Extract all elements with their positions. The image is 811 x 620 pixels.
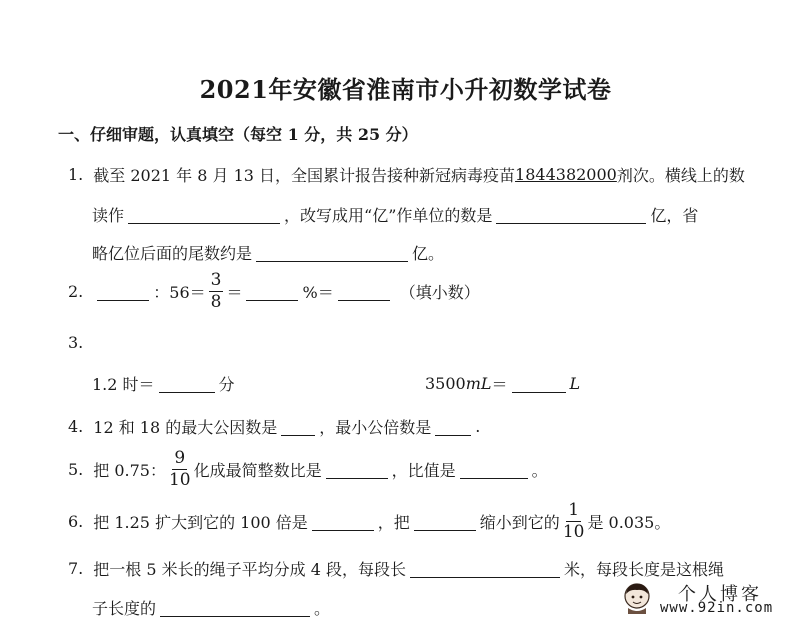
question-text: 缩小到它的 xyxy=(479,513,560,532)
fraction-denominator: 10 xyxy=(562,522,585,542)
fraction-numerator: 9 xyxy=(174,448,186,468)
question-text: 12 和 18 的最大公因数是 xyxy=(93,418,278,437)
question-7-line-1 xyxy=(68,557,724,580)
fraction-nine-tenths xyxy=(169,450,191,489)
fraction-numerator: 3 xyxy=(210,270,222,290)
answer-blank[interactable] xyxy=(435,417,471,436)
question-number: 4. xyxy=(68,417,84,436)
fraction-three-eighths xyxy=(209,272,224,311)
question-text: ＝ xyxy=(226,283,243,302)
question-text: 把 0.75： xyxy=(93,461,166,480)
unit-l: L xyxy=(569,374,581,393)
question-number: 6. xyxy=(68,512,84,531)
question-text: %＝ xyxy=(302,283,334,302)
answer-blank[interactable] xyxy=(496,205,646,224)
blog-watermark xyxy=(620,580,810,618)
answer-blank[interactable] xyxy=(159,374,215,393)
question-text: 截至 2021 年 8 月 13 日，全国累计报告接种新冠病毒疫苗 xyxy=(93,166,516,185)
question-text: 亿。 xyxy=(412,244,445,263)
question-text: 化成最简整数比是 xyxy=(193,461,322,480)
question-text: 子长度的 xyxy=(92,599,157,618)
question-number: 2. xyxy=(68,282,84,301)
question-5 xyxy=(68,450,548,489)
question-text: ，把 xyxy=(377,513,410,532)
question-4 xyxy=(68,415,480,438)
question-number: 5. xyxy=(68,460,84,479)
answer-blank[interactable] xyxy=(312,512,374,531)
page-title: 2021年安徽省淮南市小升初数学试卷 xyxy=(199,75,612,104)
question-1-line-1 xyxy=(68,163,745,186)
question-text: 3500 xyxy=(425,374,466,393)
answer-blank[interactable] xyxy=(128,205,280,224)
question-7-line-2 xyxy=(92,596,330,619)
answer-blank[interactable] xyxy=(97,282,149,301)
question-text: 把 1.25 扩大到它的 100 倍是 xyxy=(93,513,308,532)
watermark-url: www.92in.com xyxy=(660,600,774,616)
fraction-numerator: 1 xyxy=(568,500,580,520)
question-text: 把一根 5 米长的绳子平均分成 4 段，每段长 xyxy=(93,560,406,579)
question-text: 米，每段长度是这根绳 xyxy=(563,560,724,579)
question-text: 分 xyxy=(218,375,235,394)
question-2 xyxy=(68,272,480,311)
vaccine-count: 1844382000 xyxy=(515,165,617,184)
answer-blank[interactable] xyxy=(410,559,560,578)
answer-blank[interactable] xyxy=(338,282,390,301)
answer-blank[interactable] xyxy=(281,417,315,436)
section-heading-fill-in: 一、仔细审题，认真填空（每空 1 分，共 25 分） xyxy=(58,125,418,144)
question-3-left xyxy=(92,372,235,395)
question-text: ＝ xyxy=(491,375,508,394)
question-text: 读作 xyxy=(92,206,125,225)
question-text: 。 xyxy=(531,461,548,480)
question-3-number-line xyxy=(68,333,93,352)
question-text: 。 xyxy=(314,599,331,618)
fraction-denominator: 8 xyxy=(210,292,222,312)
question-number: 1. xyxy=(68,165,84,184)
answer-blank[interactable] xyxy=(256,243,408,262)
fraction-denominator: 10 xyxy=(168,470,191,490)
question-text: ，比值是 xyxy=(391,461,456,480)
answer-blank[interactable] xyxy=(326,460,388,479)
answer-blank[interactable] xyxy=(414,512,476,531)
question-text: . xyxy=(475,417,481,436)
question-note: （填小数） xyxy=(399,283,480,302)
fraction-one-tenth xyxy=(563,502,585,541)
answer-blank[interactable] xyxy=(246,282,298,301)
question-3-right xyxy=(425,372,580,395)
watermark-title: 个人博客 xyxy=(678,584,762,605)
question-text: 是 0.035。 xyxy=(587,513,671,532)
question-1-line-2 xyxy=(92,203,698,226)
question-text: ，改写成用“亿”作单位的数是 xyxy=(284,206,493,225)
question-text: ，最小公倍数是 xyxy=(319,418,432,437)
answer-blank[interactable] xyxy=(160,598,310,617)
question-6 xyxy=(68,502,670,541)
question-number: 7. xyxy=(68,559,84,578)
answer-blank[interactable] xyxy=(512,374,566,393)
question-text: 亿，省 xyxy=(650,206,699,225)
question-number: 3. xyxy=(68,333,84,352)
answer-blank[interactable] xyxy=(460,460,528,479)
avatar-icon xyxy=(622,582,652,614)
question-text: 剂次。横线上的数 xyxy=(616,166,745,185)
question-1-line-3 xyxy=(92,241,444,264)
question-text: 1.2 时＝ xyxy=(92,375,155,394)
question-text: ：56＝ xyxy=(153,283,206,302)
question-text: 略亿位后面的尾数约是 xyxy=(92,244,253,263)
unit-ml: mL xyxy=(465,374,492,393)
